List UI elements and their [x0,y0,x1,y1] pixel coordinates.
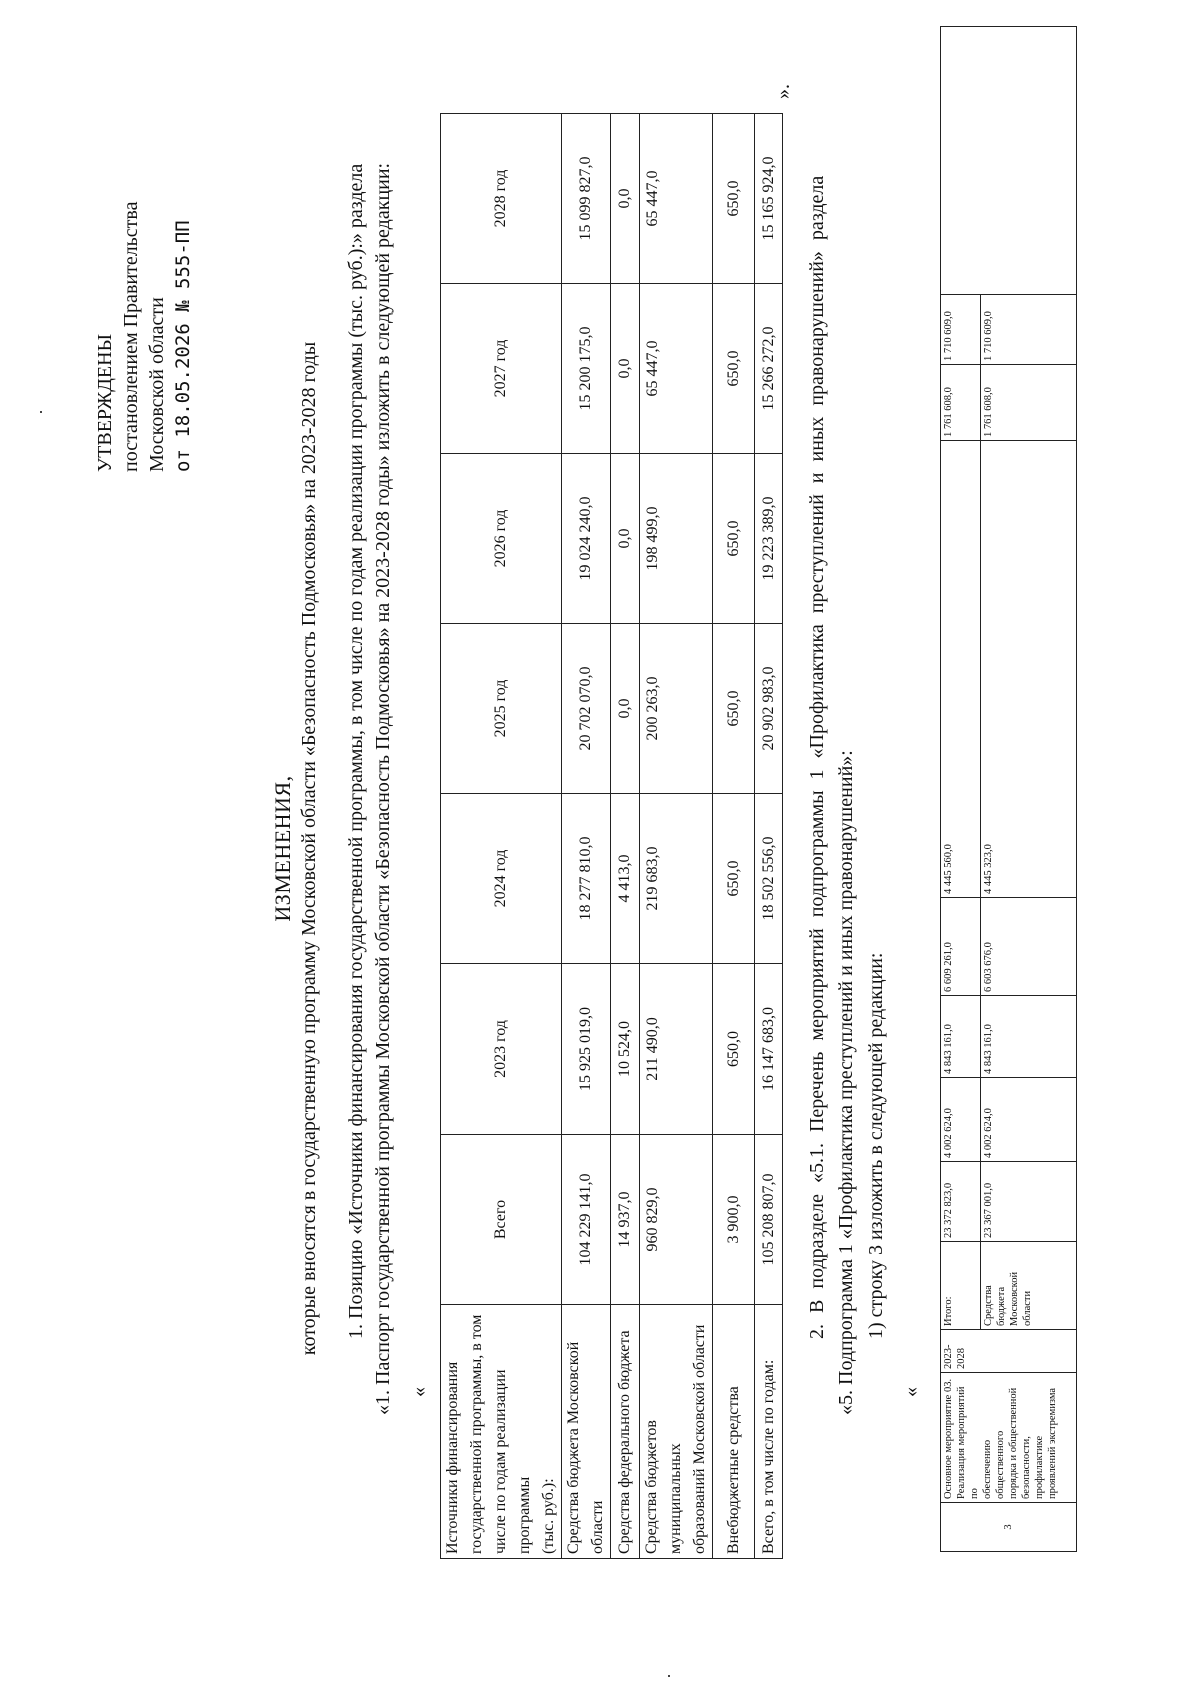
cell: 15 165 924,0 [755,114,783,284]
row-label [981,1242,1077,1330]
period-line: 2023- [943,1344,954,1369]
cell: 20 702 070,0 [562,624,611,794]
table-row [562,114,611,1559]
activity-description [941,1373,1077,1503]
cell: 1 761 608,0 [981,365,1077,441]
cell: 3 900,0 [713,1135,755,1305]
cell: 19 024 240,0 [562,454,611,624]
row-label: Внебюджетные средства [713,1305,755,1559]
cell: 650,0 [713,114,755,284]
table-row [713,114,755,1559]
cell: 20 902 983,0 [755,624,783,794]
cell: 19 223 389,0 [755,454,783,624]
cell: 18 502 556,0 [755,794,783,964]
activity-line: Реализация мероприятий по [956,1386,980,1499]
cell: 650,0 [713,624,755,794]
financing-table [440,113,783,1559]
cell: 960 829,0 [640,1135,713,1305]
cell: 15 099 827,0 [562,114,611,284]
activity-line: Основное мероприятие 03. [943,1378,954,1499]
row-label-line: образований Московской области [691,1324,708,1554]
cell: 0,0 [611,454,640,624]
header-line: числе по годам реализации программы [492,1369,533,1554]
cell: 211 490,0 [640,964,713,1135]
period-line: 2028 [956,1348,967,1369]
row-label-line: бюджета [996,1286,1007,1326]
activity-row-total [941,27,981,1552]
cell: 0,0 [611,114,640,284]
section1-line2: «1. Паспорт государственной программы Московской области «Безопасность Подмосковья» на 2023-2028 годы» изложить в следующей редакции: [372,162,394,1415]
cell: 16 147 683,0 [755,964,783,1135]
table-row [640,114,713,1559]
cell: 198 499,0 [640,454,713,624]
cell: 1 761 608,0 [941,365,981,441]
column-header: 2024 год [441,794,562,964]
approved-line-4: от 18.05.2026 № 555-ПП [172,220,194,472]
column-header: Всего [441,1135,562,1305]
cell: 4 445 323,0 [981,441,1077,898]
cell: 14 937,0 [611,1135,640,1305]
cell: 15 266 272,0 [755,284,783,454]
scan-speck [668,1675,670,1677]
cell: 65 447,0 [640,284,713,454]
approval-stamp [92,202,196,472]
row-label: Средства федерального бюджета [611,1305,640,1559]
cell: 4 843 161,0 [941,996,981,1078]
open-quote-1: « [408,1387,430,1397]
scan-speck [40,411,42,413]
cell: 4 002 624,0 [941,1078,981,1162]
cell: 650,0 [713,284,755,454]
row-label: Всего, в том числе по годам: [755,1305,783,1559]
row-label-line: Московской [1009,1271,1020,1326]
section2-line2: «5. Подпрограмма 1 «Профилактика преступлений и иных правонарушений»: [835,750,857,1415]
activity-line: безопасности, профилактике [1021,1435,1045,1499]
cell: 10 524,0 [611,964,640,1135]
cell: 6 609 261,0 [941,898,981,996]
column-header: 2023 год [441,964,562,1135]
row-label: Средства бюджета Московской области [562,1305,611,1559]
column-header: 2027 год [441,284,562,454]
cell: 23 367 001,0 [981,1162,1077,1242]
approved-line-3: Московской области [146,297,168,472]
header-line: Источники финансирования [444,1361,461,1554]
cell: 4 413,0 [611,794,640,964]
table-row [611,114,640,1559]
activity-line: порядка и общественной [1008,1387,1019,1499]
approved-line-1: УТВЕРЖДЕНЫ [94,333,116,472]
cell: 650,0 [713,964,755,1135]
cell: 0,0 [611,624,640,794]
row-number: 3 [941,1503,1077,1552]
activity-table [940,26,1077,1552]
empty-cell [941,27,1077,295]
row-label [640,1305,713,1559]
close-quote-1: ». [772,84,794,99]
cell: 200 263,0 [640,624,713,794]
cell: 4 002 624,0 [981,1078,1077,1162]
cell: 650,0 [713,454,755,624]
section1-line1: 1. Позицию «Источники финансирования государственной программы, в том числе по годам реализации программы (тыс. руб.):» раздела [345,163,367,1339]
cell: 15 925 019,0 [562,964,611,1135]
row-label-line: области [1022,1290,1033,1326]
activity-line: проявлений экстремизма [1047,1387,1058,1499]
activity-period [941,1330,1077,1373]
cell: 219 683,0 [640,794,713,964]
open-quote-2: « [900,1387,922,1397]
row-label-line: Средства бюджетов муниципальных [643,1420,684,1554]
document-title: ИЗМЕНЕНИЯ, [270,775,295,922]
header-line: (тыс. руб.): [540,1478,557,1554]
document-subtitle: которые вносятся в государственную программу Московской области «Безопасность Подмосковья» на 2023-2028 годы [298,341,320,1356]
financing-header-row [441,114,562,1559]
cell: 4 843 161,0 [981,996,1077,1078]
column-header: 2025 год [441,624,562,794]
table-row-total [755,114,783,1559]
row-label: Итого: [941,1242,981,1330]
cell: 105 208 807,0 [755,1135,783,1305]
financing-source-header [441,1305,562,1559]
section2-line1: 2. В подразделе «5.1. Перечень мероприятий подпрограммы 1 «Профилактика преступлений и иных правонарушений» раздела [806,175,828,1339]
cell: 18 277 810,0 [562,794,611,964]
row-label-line: Средства [983,1285,994,1326]
column-header: 2026 год [441,454,562,624]
cell: 23 372 823,0 [941,1162,981,1242]
cell: 104 229 141,0 [562,1135,611,1305]
section2-line3: 1) строку 3 изложить в следующей редакции: [865,952,887,1339]
activity-line: обеспечению общественного [982,1430,1006,1499]
column-header: 2028 год [441,114,562,284]
cell: 4 445 560,0 [941,441,981,898]
cell: 6 603 676,0 [981,898,1077,996]
header-line: государственной программы, в том [468,1314,485,1554]
cell: 1 710 609,0 [941,295,981,365]
approved-line-2: постановлением Правительства [120,201,142,472]
cell: 65 447,0 [640,114,713,284]
cell: 0,0 [611,284,640,454]
cell: 1 710 609,0 [981,295,1077,365]
cell: 15 200 175,0 [562,284,611,454]
cell: 650,0 [713,794,755,964]
